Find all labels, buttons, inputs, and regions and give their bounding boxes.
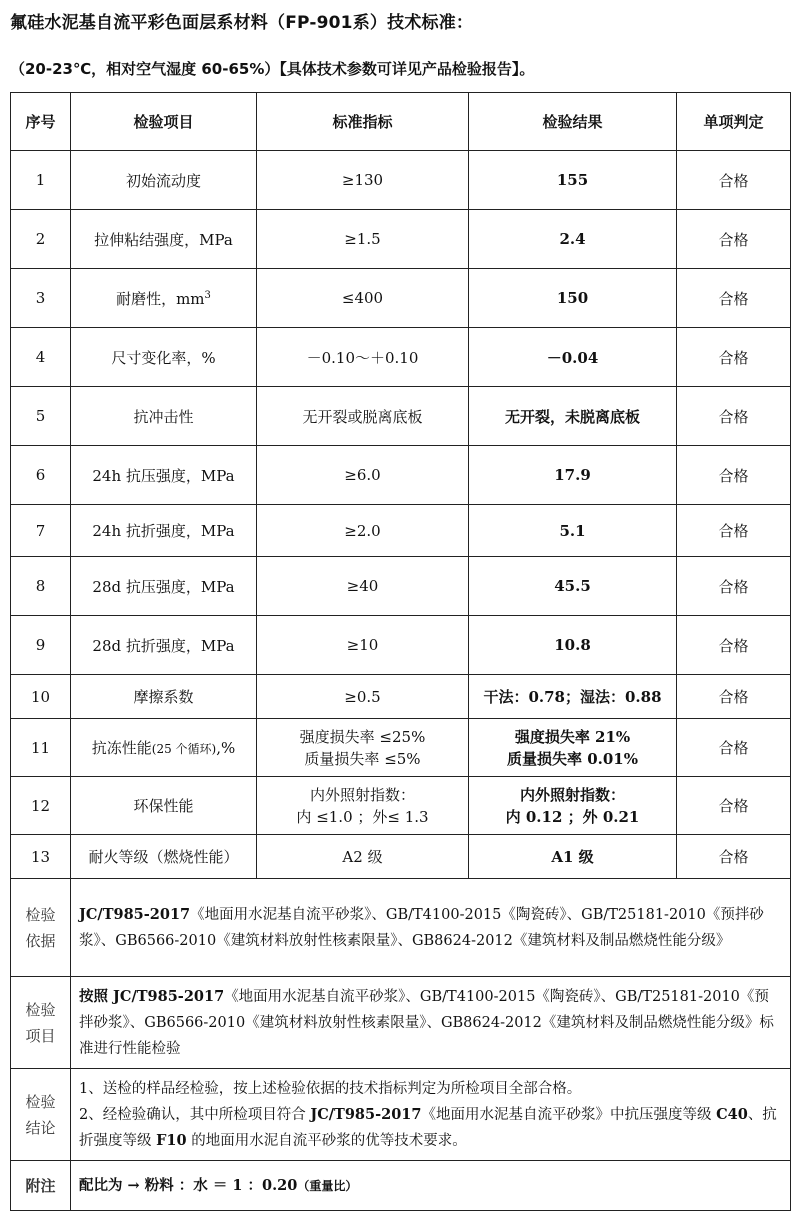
row-standard: ≥0.5 [257,675,469,719]
row-standard: ≥10 [257,616,469,675]
row-standard-line: 质量损失率 ≤5% [304,749,421,768]
row-standard: ≥6.0 [257,446,469,505]
row-result-line: 内 0.12 ；外 0.21 [505,807,640,826]
conclusion-line-2 [79,1102,782,1154]
table-row [11,557,791,616]
note-label: 附注 [11,1161,71,1211]
row-standard: A2 级 [257,835,469,879]
conclusion-fragment: 2、经检验确认，其中所检项目符合 [79,1106,311,1123]
row-item: 耐火等级（燃烧性能） [71,835,257,879]
row-verdict: 合格 [677,719,791,777]
row-verdict: 合格 [677,675,791,719]
table-row [11,387,791,446]
table-row [11,719,791,777]
row-item-text: 耐磨性，mm [116,289,205,308]
basis-standard-list: 《地面用水泥基自流平砂浆》、GB/T4100-2015《陶瓷砖》、GB/T25181-2010《预拌砂浆》、GB6566-2010《建筑材料放射性核素限量》、GB8624-2012《建筑材料及制品燃烧性能分级》 [79,906,764,949]
row-result-line: 质量损失率 0.01% [506,749,638,768]
row-no: 9 [11,616,71,675]
row-result: A1 级 [469,835,677,879]
items-row [11,977,791,1069]
row-item: 28d 抗压强度，MPa [71,557,257,616]
table-row [11,675,791,719]
row-verdict: 合格 [677,210,791,269]
row-item: 抗冲击性 [71,387,257,446]
row-item-text: 抗冻性能 [91,739,152,757]
row-item-unit: ,% [216,739,236,757]
row-verdict: 合格 [677,151,791,210]
note-suffix: （重量比） [297,1178,358,1193]
row-standard: －0.10～＋0.10 [257,328,469,387]
table-row [11,269,791,328]
row-result-line: 内外照射指数： [519,785,625,804]
items-standard-code: 按照 JC/T985-2017 [79,987,225,1005]
row-no: 2 [11,210,71,269]
row-result [469,777,677,835]
items-standard-list: 《地面用水泥基自流平砂浆》、GB/T4100-2015《陶瓷砖》、GB/T25181-2010《预拌砂浆》、GB6566-2010《建筑材料放射性核素限量》、GB8624-2012《建筑材料及制品燃烧性能分级》标准进行性能检验 [79,988,774,1057]
row-result: 干法：0.78；湿法：0.88 [469,675,677,719]
table-row [11,616,791,675]
row-standard: 无开裂或脱离底板 [257,387,469,446]
row-standard-line: 强度损失率 ≤25% [299,727,426,746]
row-no: 6 [11,446,71,505]
table-row [11,151,791,210]
row-standard: ≥130 [257,151,469,210]
table-row [11,777,791,835]
row-item: 24h 抗折强度，MPa [71,505,257,557]
row-standard [257,719,469,777]
table-row [11,446,791,505]
row-no: 5 [11,387,71,446]
row-verdict: 合格 [677,777,791,835]
basis-label-line: 依据 [25,931,56,950]
basis-row [11,879,791,977]
row-result: 45.5 [469,557,677,616]
row-result: 155 [469,151,677,210]
row-verdict: 合格 [677,557,791,616]
items-label-line: 检验 [25,1000,56,1019]
row-no: 1 [11,151,71,210]
row-result-line: 强度损失率 21% [514,727,631,746]
row-no: 8 [11,557,71,616]
header-standard: 标准指标 [257,93,469,151]
row-item-note: (25 个循环) [151,742,217,756]
row-no: 11 [11,719,71,777]
row-standard: ≤400 [257,269,469,328]
row-no: 12 [11,777,71,835]
note-ratio: 配比为 → 粉料 ：水 ＝ 1 ：0.20 [79,1176,298,1194]
row-standard: ≥40 [257,557,469,616]
row-no: 3 [11,269,71,328]
items-label [11,977,71,1069]
row-verdict: 合格 [677,505,791,557]
row-item: 环保性能 [71,777,257,835]
row-no: 7 [11,505,71,557]
conclusion-line-1: 1、送检的样品经检验，按上述检验依据的技术指标判定为所检项目全部合格。 [79,1080,582,1097]
spec-table [10,92,791,1211]
conclusion-standard-code: JC/T985-2017 [310,1105,422,1123]
conclusion-fragment: 《地面用水泥基自流平砂浆》中抗压强度等级 [421,1106,717,1123]
row-standard-line: 内 ≤1.0 ；外≤ 1.3 [296,807,429,826]
table-row [11,328,791,387]
conclusion-label-line: 检验 [25,1092,56,1111]
row-result: 150 [469,269,677,328]
conclusion-label [11,1069,71,1161]
document-title: 氟硅水泥基自流平彩色面层系材料（FP-901系）技术标准： [10,13,474,33]
row-verdict: 合格 [677,269,791,328]
header-result: 检验结果 [469,93,677,151]
row-result: －0.04 [469,328,677,387]
row-verdict: 合格 [677,387,791,446]
basis-label-line: 检验 [25,905,56,924]
basis-standard-code: JC/T985-2017 [79,905,191,923]
row-no: 13 [11,835,71,879]
basis-text [71,879,791,977]
row-standard [257,777,469,835]
conclusion-text [71,1069,791,1161]
row-no: 10 [11,675,71,719]
row-standard: ≥2.0 [257,505,469,557]
row-result [469,719,677,777]
row-item: 28d 抗折强度，MPa [71,616,257,675]
row-result: 无开裂，未脱离底板 [469,387,677,446]
conclusion-fragment: 、抗折强度等级 [79,1106,777,1149]
row-result: 5.1 [469,505,677,557]
table-row [11,210,791,269]
header-item: 检验项目 [71,93,257,151]
table-row [11,505,791,557]
items-label-line: 项目 [25,1026,56,1045]
row-verdict: 合格 [677,446,791,505]
row-result: 2.4 [469,210,677,269]
table-header-row [11,93,791,151]
row-result: 17.9 [469,446,677,505]
row-item: 24h 抗压强度，MPa [71,446,257,505]
row-item: 初始流动度 [71,151,257,210]
row-item: 尺寸变化率，% [71,328,257,387]
document-subtitle: （20-23℃，相对空气湿度 60-65%）【具体技术参数可详见产品检验报告】。 [10,60,535,78]
row-verdict: 合格 [677,616,791,675]
row-item [71,719,257,777]
note-row [11,1161,791,1211]
row-standard-line: 内外照射指数： [309,785,415,804]
row-result: 10.8 [469,616,677,675]
row-item: 摩擦系数 [71,675,257,719]
row-item-sup: 3 [204,289,211,301]
header-verdict: 单项判定 [677,93,791,151]
conclusion-grade-c40: C40 [716,1105,748,1123]
row-standard: ≥1.5 [257,210,469,269]
row-no: 4 [11,328,71,387]
row-item [71,269,257,328]
row-verdict: 合格 [677,328,791,387]
table-row [11,835,791,879]
items-text [71,977,791,1069]
conclusion-row [11,1069,791,1161]
header-no: 序号 [11,93,71,151]
conclusion-label-line: 结论 [25,1118,56,1137]
basis-label [11,879,71,977]
conclusion-grade-f10: F10 [156,1131,187,1149]
conclusion-fragment: 的地面用水泥自流平砂浆的优等技术要求。 [186,1132,467,1149]
row-verdict: 合格 [677,835,791,879]
note-text [71,1161,791,1211]
row-item: 拉伸粘结强度，MPa [71,210,257,269]
